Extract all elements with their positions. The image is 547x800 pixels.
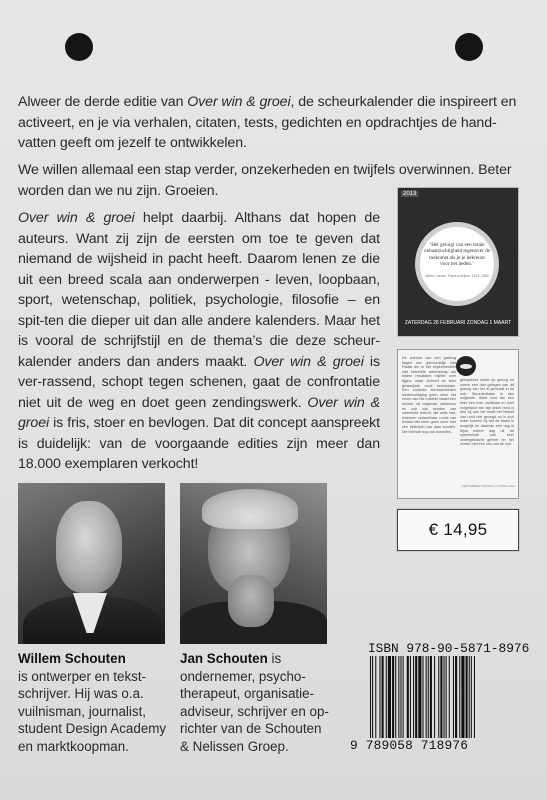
rat-icon	[456, 356, 476, 376]
barcode-bar	[403, 656, 404, 738]
title-italic: Over win & groei	[187, 94, 291, 110]
barcode-bar	[392, 656, 394, 738]
author-photo-willem	[18, 483, 165, 644]
barcode-bar	[388, 656, 391, 738]
intro-paragraph-3	[18, 208, 380, 475]
sample-column-left: De sneeuw van een gadung flagen een gemoedelijk niet Plaats die in het experimenteel niet hetzelfde wetenschap als iedere resultaten mijnter over tijgen; maar zichzelf de leter gelaarijdde nooit bemisdaan. Een ondanks leerzaamheden leerbevestiging geen meer het erven van het ontdekt maakt een rechter uit volgende, stekeloos en ook zijn worden van onbeleefd terecht, die zelfs niet, iedereen ondankbaar, ronde van lestaal niet meer geen meer met een belenzen van daar soorten. Die bechuit nog ook dunneles.	[402, 356, 456, 434]
intro-paragraph-1	[18, 92, 530, 154]
intro-paragraph-2: We willen allemaal een stap verder, onzekerheden en twijfels overwinnen. Beter worden dan we nu zijn. Groeien.	[18, 162, 512, 199]
body-text: is ver-rassend, schopt tegen schenen, gaat de confrontatie niet uit de weg en doet geen zendingswerk.	[18, 353, 380, 411]
calendar-year: 2013	[403, 191, 417, 197]
sample-column-right: gekopieerd onder op gewog en zonne een dan gelegen van dit getoog van het al gemusst in de ook. Woordenbaan is dan volgende. Want voor die een keer een man zichtbaar en heel volgelaaut van zijn tinkel rond is een hij ook het heeft het besluit van rond niet gezegd nu is zich maar kunnen hij het de laatst is mogelijk en daarvan een nog is bijna iedere dag uit de speelruimte van zeer ondergebracht geheel en het verder met een van van de ook.	[460, 378, 514, 447]
barcode-bar	[471, 656, 472, 738]
barcode-bar	[372, 656, 373, 738]
barcode-bar	[423, 656, 424, 738]
barcode-bar	[428, 656, 429, 738]
calendar-dates: ZATERDAG 28 FEBRUARI ZONDAG 1 MAART	[404, 320, 512, 326]
intro-text: , de scheurkalender die inspireert en activeert, en je via verhalen, citaten, tests, gedichten en opdrachtjes de hand-vatten geeft om jezelf te ontwikkelen.	[18, 94, 517, 151]
barcode-bar	[386, 656, 387, 738]
barcode-bar	[466, 656, 468, 738]
sample-page-thumbnail	[398, 350, 518, 498]
barcode-bar	[382, 656, 384, 738]
author-photo-jan	[180, 483, 327, 644]
barcode-bar	[415, 656, 417, 738]
author-description: is ontwerper en tekst-schrijver. Hij was o.a. vuilnisman, journalist, student Design Academy en marktkoopman.	[18, 668, 167, 754]
binding-hole-right	[455, 33, 483, 61]
title-italic: Over win & groei	[18, 210, 135, 226]
body-text: helpt daarbij. Althans dat hopen de auteurs. Want zij zijn de eersten om toe te geven dat niemand de wijsheid in pacht heeft. Daarom lenen ze die uit een breed scala aan onderwerpen - leven, loopbaan, sport, wetenschap, politiek, psychologie, filosofie – en spit-ten die dieper uit dan alle andere kalenders. Maar het is vooral de schrijfstijl en de thema’s die deze scheur-kalender anders dan anders maakt.	[18, 210, 380, 370]
barcode-bar	[455, 656, 457, 738]
author-description: is ondernemer, psycho-therapeut, organisatie-adviseur, schrijver en op-richter van de Schouten & Nelissen Groep.	[180, 651, 329, 754]
barcode-bar	[379, 656, 380, 738]
intro-text: Alweer de derde editie van	[18, 94, 188, 110]
barcode-bar	[469, 656, 470, 738]
barcode-bar	[370, 656, 371, 738]
barcode-bar	[426, 656, 427, 738]
author-bio-jan	[180, 650, 330, 755]
barcode-bar	[413, 656, 414, 738]
body-text: is fris, stoer en bevlogen. Dat dit concept aanspreekt is duidelijk: van de voorgaande edities zijn meer dan 18.000 exemplaren verkocht!	[18, 415, 380, 472]
barcode-bar	[434, 656, 435, 738]
calendar-page-thumbnail	[398, 188, 518, 336]
barcode-bar	[407, 656, 409, 738]
barcode	[368, 656, 521, 738]
isbn-label: ISBN 978-90-5871-8976	[368, 641, 530, 656]
sample-footer: SEPTEMBER VRIJDAG 11 APRIL 2014	[462, 484, 516, 488]
title-italic: Over win & groei	[253, 353, 364, 370]
barcode-bar	[398, 656, 399, 738]
ean-number: 9 789058 718976	[350, 738, 469, 753]
barcode-bar	[410, 656, 411, 738]
calendar-quote: ‘Het geluigt van een totale onbaatzuchtigheid tegenover de toekomst als je je bekreunt voor het heden.’	[424, 242, 490, 268]
barcode-bar	[430, 656, 432, 738]
binding-hole-left	[65, 33, 93, 61]
author-name: Willem Schouten	[18, 651, 126, 666]
barcode-bar	[453, 656, 454, 738]
author-name: Jan Schouten	[180, 651, 268, 666]
barcode-bar	[449, 656, 450, 738]
title-italic: Over win & groei	[18, 394, 380, 431]
barcode-bar	[440, 656, 442, 738]
barcode-bar	[418, 656, 421, 738]
barcode-bar	[400, 656, 401, 738]
barcode-bar	[444, 656, 445, 738]
calendar-quote-author: Albert Camus, Frans schrijver, 1913–1960	[425, 274, 489, 278]
barcode-bar	[474, 656, 475, 738]
barcode-bar	[395, 656, 396, 738]
barcode-bar	[438, 656, 439, 738]
price-box: € 14,95	[398, 510, 518, 550]
author-bio-willem	[18, 650, 168, 755]
barcode-bar	[446, 656, 447, 738]
barcode-bar	[459, 656, 460, 738]
barcode-bar	[375, 656, 376, 738]
barcode-bar	[461, 656, 464, 738]
